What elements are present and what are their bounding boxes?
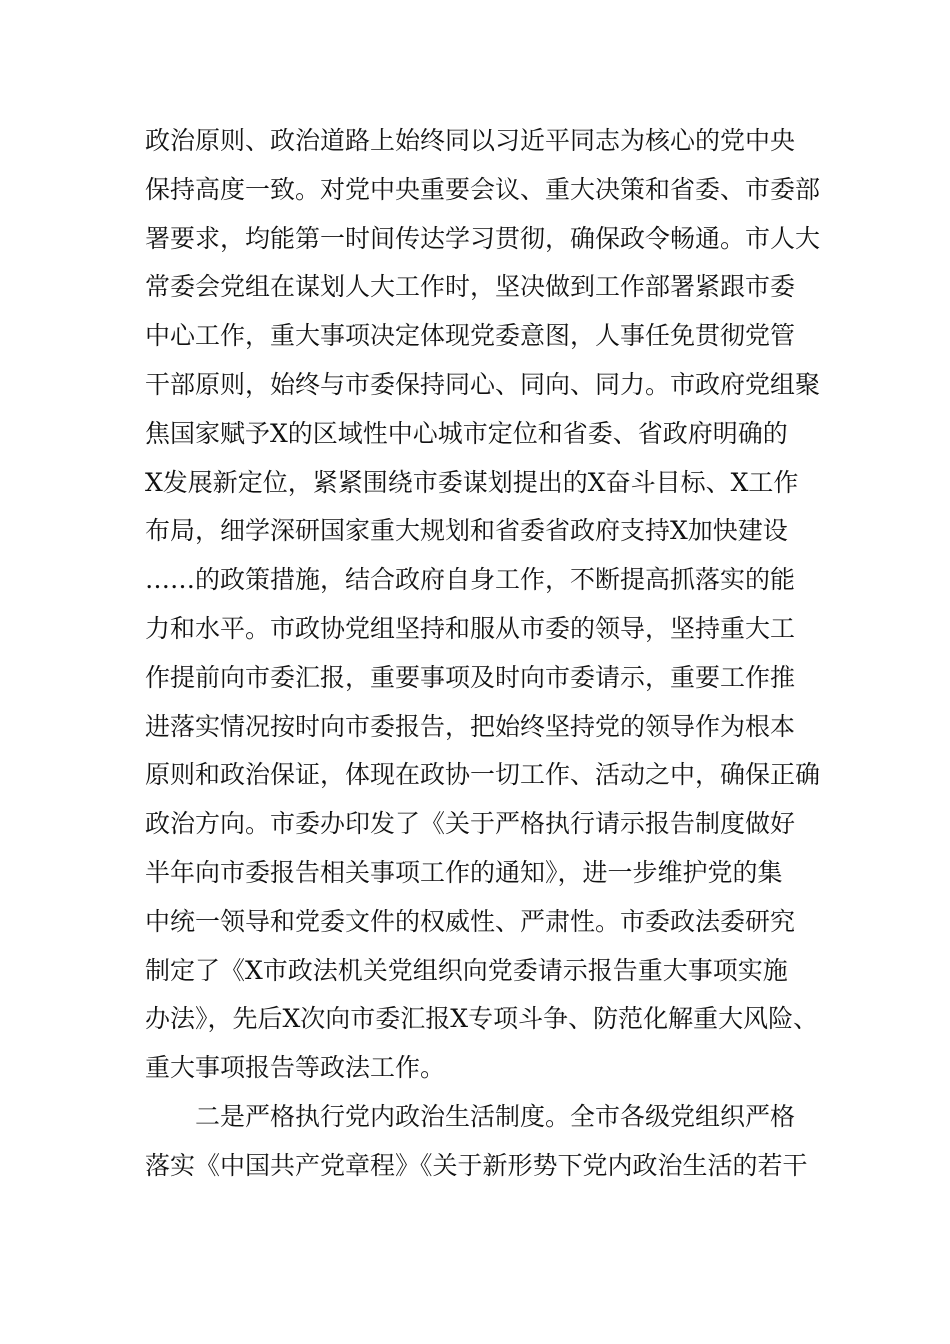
text-line: 作提前向市委汇报，重要事项及时向市委请示，重要工作推 — [145, 662, 796, 692]
text-line: 原则和政治保证，体现在政协一切工作、活动之中，确保正确 — [145, 760, 821, 790]
text-line: 落实《中国共产党章程》《关于新形势下党内政治生活的若干 — [145, 1150, 808, 1180]
text-line: 半年向市委报告相关事项工作的通知》，进一步维护党的集 — [145, 857, 783, 887]
text-line: 中心工作，重大事项决定体现党委意图，人事任免贯彻党管 — [145, 321, 796, 351]
paragraph — [145, 117, 835, 1093]
document-body — [145, 117, 835, 1191]
text-line: 干部原则，始终与市委保持同心、同向、同力。市政府党组聚 — [145, 369, 821, 399]
text-line: 布局，细学深研国家重大规划和省委省政府支持X加快建设 — [145, 516, 788, 546]
text-line: 办法》，先后X次向市委汇报X专项斗争、防范化解重大风险、 — [145, 1004, 819, 1034]
text-line: 保持高度一致。对党中央重要会议、重大决策和省委、市委部 — [145, 174, 821, 204]
text-line: X发展新定位，紧紧围绕市委谋划提出的X奋斗目标、X工作 — [145, 467, 799, 497]
text-line: ……的政策措施，结合政府自身工作，不断提高抓落实的能 — [145, 565, 796, 595]
paragraph — [145, 1093, 835, 1191]
text-line: 常委会党组在谋划人大工作时，坚决做到工作部署紧跟市委 — [145, 272, 796, 302]
text-line: 政治方向。市委办印发了《关于严格执行请示报告制度做好 — [145, 809, 796, 839]
text-line: 力和水平。市政协党组坚持和服从市委的领导，坚持重大工 — [145, 613, 796, 643]
text-line: 二是严格执行党内政治生活制度。全市各级党组织严格 — [195, 1101, 796, 1131]
text-line: 政治原则、政治道路上始终同以习近平同志为核心的党中央 — [145, 126, 796, 155]
text-line: 焦国家赋予X的区域性中心城市定位和省委、省政府明确的 — [145, 418, 788, 448]
text-line: 进落实情况按时向市委报告，把始终坚持党的领导作为根本 — [145, 711, 796, 741]
text-line: 制定了《X市政法机关党组织向党委请示报告重大事项实施 — [145, 955, 788, 985]
text-line: 中统一领导和党委文件的权威性、严肃性。市委政法委研究 — [145, 906, 796, 936]
text-line: 重大事项报告等政法工作。 — [145, 1053, 446, 1083]
text-line: 署要求，均能第一时间传达学习贯彻，确保政令畅通。市人大 — [145, 223, 821, 253]
